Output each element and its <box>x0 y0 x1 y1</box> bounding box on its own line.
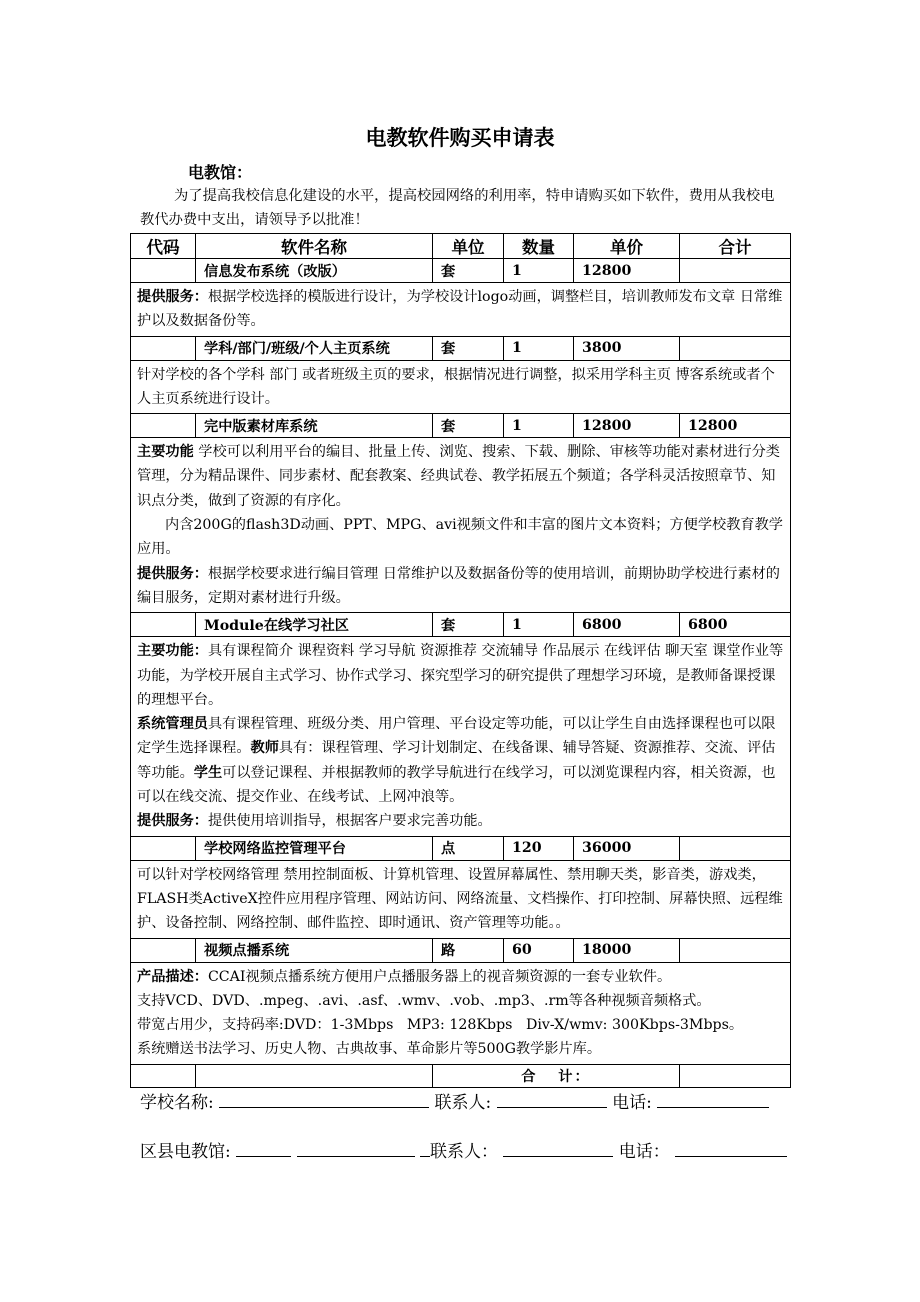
signature-line-school <box>140 1088 769 1113</box>
header-unit: 单位 <box>433 234 504 259</box>
total-value-cell <box>680 1064 791 1087</box>
total-blank-cell <box>131 1064 196 1087</box>
phone-field-2[interactable] <box>675 1140 787 1157</box>
desc-text: 具有课程简介 课程资料 学习导航 资源推荐 交流辅导 作品展示 在线评估 聊天室 课堂作业等功能，为学校开展自主式学习、协作式学习、探究型学习的研究提供了理想学习环境，是教师备课授课的理想平台。 <box>137 643 784 708</box>
item-price: 12800 <box>574 414 680 438</box>
item-name: 视频点播系统 <box>196 938 433 962</box>
contact-label: 联系人: <box>434 1093 492 1113</box>
table-row <box>131 613 791 637</box>
desc-text: 学校可以利用平台的编目、批量上传、浏览、搜索、下载、删除、审核等功能对素材进行分类管理，分为精品课件、同步素材、配套教案、经典试卷、教学拓展五个频道；各学科灵活按照章节、知识点分类，做到了资源的有序化。 <box>137 444 780 509</box>
desc-text: CCAI视频点播系统方便用户点播服务器上的视音频资源的一套专业软件。 <box>207 968 672 985</box>
item-unit: 点 <box>433 836 504 860</box>
item-name: 完中版素材库系统 <box>196 414 433 438</box>
header-price: 单价 <box>574 234 680 259</box>
total-blank-cell <box>196 1064 433 1087</box>
table-row <box>131 414 791 438</box>
signature-line-district <box>140 1137 787 1162</box>
header-total: 合计 <box>680 234 791 259</box>
item-description <box>131 283 791 337</box>
table-row <box>131 259 791 283</box>
item-code <box>131 414 196 438</box>
item-total: 6800 <box>680 613 791 637</box>
desc-text: 具有：课程管理、学习计划制定、在线备课、辅导答疑、资源推荐、交流、评估等功能。 <box>137 740 776 781</box>
desc-text: 针对学校的各个学科 部门 或者班级主页的要求，根据情况进行调整，拟采用学科主页 博客系统或者个人主页系统进行设计。 <box>137 366 775 407</box>
item-total <box>680 836 791 860</box>
item-description <box>131 438 791 613</box>
district-field-a[interactable] <box>236 1140 291 1157</box>
desc-label: 提供服务： <box>137 813 208 830</box>
item-qty: 120 <box>504 836 574 860</box>
item-qty: 60 <box>504 938 574 962</box>
header-name: 软件名称 <box>196 234 433 259</box>
description-row <box>131 637 791 836</box>
item-price: 12800 <box>574 259 680 283</box>
item-total <box>680 259 791 283</box>
desc-label: 系统管理员 <box>137 716 208 733</box>
item-name: 学科/部门/班级/个人主页系统 <box>196 336 433 360</box>
item-total: 12800 <box>680 414 791 438</box>
item-unit: 套 <box>433 336 504 360</box>
desc-label: 教师 <box>250 740 279 757</box>
school-name-label: 学校名称: <box>140 1093 214 1113</box>
desc-label: 学生 <box>193 764 223 781</box>
desc-text: 根据学校选择的模版进行设计，为学校设计logo动画，调整栏目，培训教师发布文章 日常维护以及数据备份等。 <box>137 289 783 330</box>
table-row <box>131 938 791 962</box>
item-code <box>131 259 196 283</box>
item-name: Module在线学习社区 <box>196 613 433 637</box>
desc-text: 带宽占用少，支持码率:DVD：1-3Mbps MP3: 128Kbps Div-X/wmv: 300Kbps-3Mbps。 <box>137 1017 744 1034</box>
item-total <box>680 336 791 360</box>
phone-label-2: 电话： <box>618 1142 670 1162</box>
desc-label: 提供服务： <box>137 289 208 305</box>
intro-paragraph: 为了提高我校信息化建设的水平，提高校园网络的利用率，特申请购买如下软件，费用从我校电教代办费中支出，请领导予以批准！ <box>140 188 775 228</box>
item-qty: 1 <box>504 414 574 438</box>
item-unit: 套 <box>433 613 504 637</box>
desc-label: 产品描述： <box>137 968 208 985</box>
item-price: 6800 <box>574 613 680 637</box>
table-row <box>131 836 791 860</box>
header-code: 代码 <box>131 234 196 259</box>
desc-text: 提供使用培训指导，根据客户要求完善功能。 <box>207 813 492 830</box>
contact-label-2: 联系人： <box>429 1142 498 1162</box>
desc-text: 可以针对学校网络管理 禁用控制面板、计算机管理、设置屏幕属性、禁用聊天类，影音类，游戏类，FLASH类ActiveX控件应用程序管理、网站访问、网络流量、文档操作、打印控制、屏幕快照、远程维护、设备控制、网络控制、邮件监控、即时通讯、资产管理等功能。。 <box>137 866 783 932</box>
item-qty: 1 <box>504 259 574 283</box>
desc-text: 根据学校要求进行编目管理 日常维护以及数据备份等的使用培训，前期协助学校进行素材的编目服务，定期对素材进行升级。 <box>137 565 780 606</box>
district-field-b[interactable] <box>297 1140 415 1157</box>
item-description <box>131 637 791 836</box>
contact-field-2[interactable] <box>503 1140 613 1157</box>
desc-text: 具有课程管理、班级分类、用户管理、平台设定等功能，可以让学生自由选择课程也可以限定学生选择课程。 <box>137 716 776 757</box>
item-price: 18000 <box>574 938 680 962</box>
total-label: 合 计： <box>433 1064 680 1087</box>
school-name-field[interactable] <box>219 1091 429 1108</box>
item-description <box>131 360 791 414</box>
description-row <box>131 360 791 414</box>
item-code <box>131 336 196 360</box>
item-code <box>131 938 196 962</box>
description-row <box>131 962 791 1064</box>
phone-label: 电话: <box>612 1093 652 1113</box>
item-qty: 1 <box>504 336 574 360</box>
desc-text: 支持VCD、DVD、.mpeg、.avi、.asf、.wmv、.vob、.mp3、.rm等各种视频音频格式。 <box>137 992 711 1009</box>
page-title: 电教软件购买申请表 <box>365 125 555 150</box>
district-label: 区县电教馆: <box>140 1142 231 1162</box>
description-row <box>131 860 791 938</box>
item-name: 信息发布系统（改版） <box>196 259 433 283</box>
item-name: 学校网络监控管理平台 <box>196 836 433 860</box>
district-field-c[interactable] <box>420 1140 430 1157</box>
desc-label: 主要功能 <box>137 444 194 461</box>
item-description <box>131 962 791 1064</box>
desc-text: 内含200G的flash3D动画、PPT、MPG、avi视频文件和丰富的图片文本资料；方便学校教育教学应用。 <box>137 517 783 558</box>
desc-label: 主要功能： <box>137 643 208 660</box>
description-row <box>131 283 791 337</box>
contact-field[interactable] <box>497 1091 607 1108</box>
item-unit: 路 <box>433 938 504 962</box>
desc-text: 系统赠送书法学习、历史人物、古典故事、革命影片等500G教学影片库。 <box>137 1041 602 1058</box>
item-price: 36000 <box>574 836 680 860</box>
item-price: 3800 <box>574 336 680 360</box>
purchase-table <box>130 233 791 1088</box>
desc-text: 可以登记课程、并根据教师的教学导航进行在线学习，可以浏览课程内容，相关资源，也可以在线交流、提交作业、在线考试、上网冲浪等。 <box>137 764 776 806</box>
item-code <box>131 836 196 860</box>
table-header-row <box>131 234 791 259</box>
total-row <box>131 1064 791 1087</box>
phone-field[interactable] <box>657 1091 769 1108</box>
addressee: 电教馆： <box>188 163 253 182</box>
description-row <box>131 438 791 613</box>
item-code <box>131 613 196 637</box>
item-qty: 1 <box>504 613 574 637</box>
item-description <box>131 860 791 938</box>
item-unit: 套 <box>433 259 504 283</box>
item-unit: 套 <box>433 414 504 438</box>
header-qty: 数量 <box>504 234 574 259</box>
table-row <box>131 336 791 360</box>
item-total <box>680 938 791 962</box>
desc-label: 提供服务： <box>137 565 208 582</box>
